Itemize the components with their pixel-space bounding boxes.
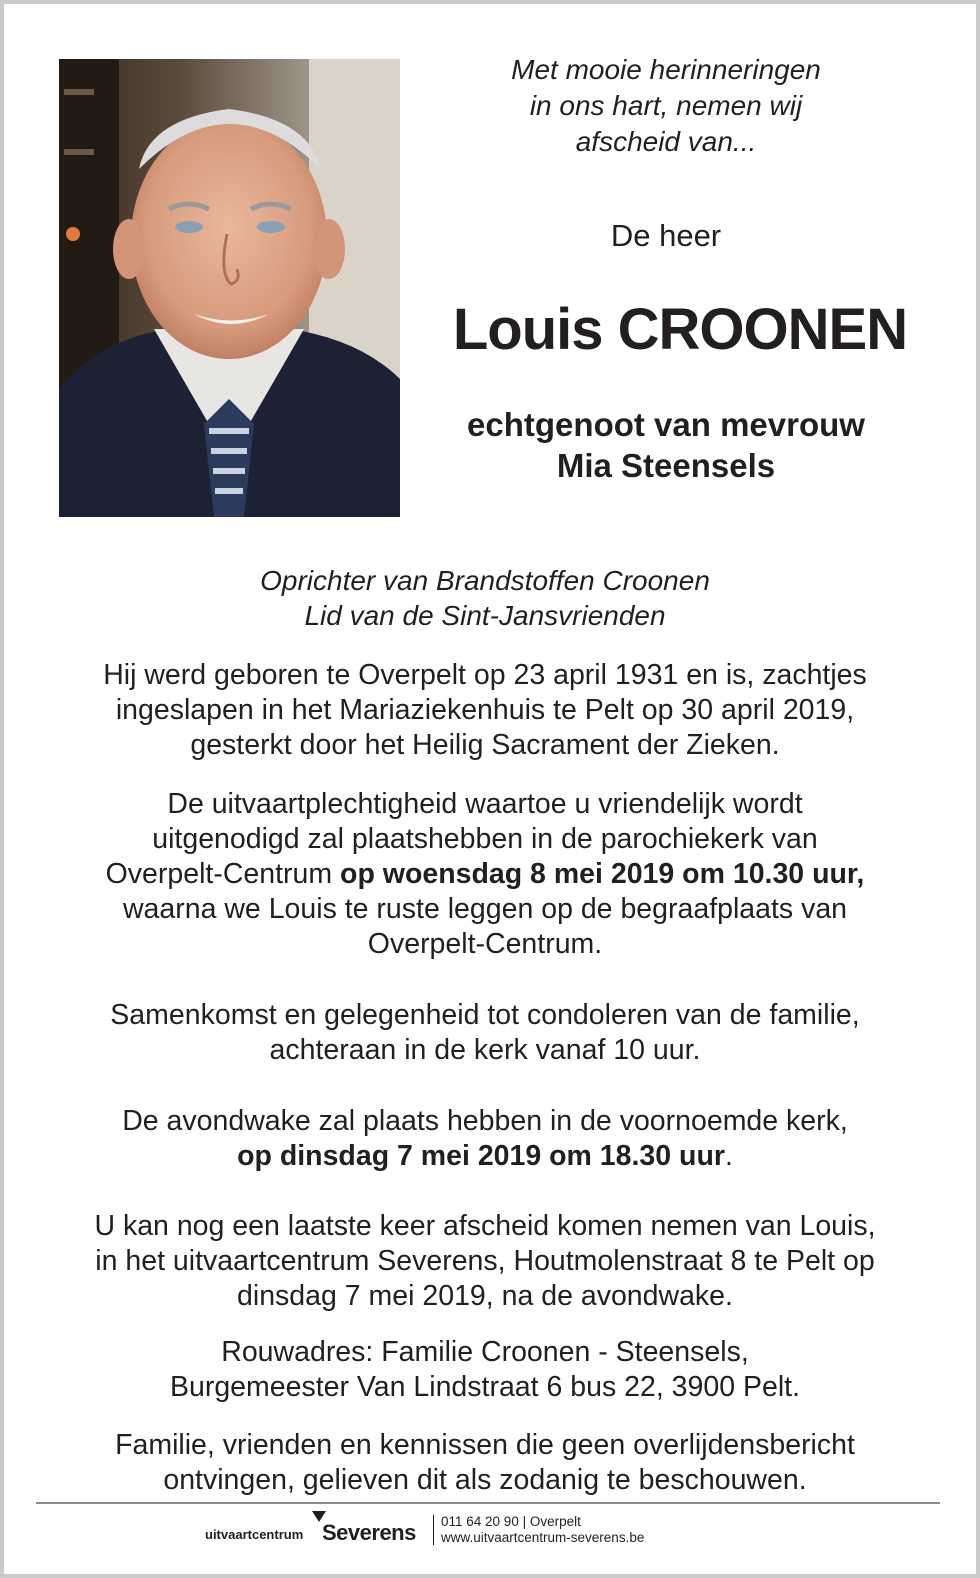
spouse-line: Mia Steensels	[556, 447, 776, 484]
notice-line: Familie, vrienden en kennissen die geen overlijdensbericht	[115, 1429, 855, 1461]
intro-line: afscheid van...	[575, 126, 757, 157]
wake-line: De avondwake zal plaats hebben in de voornoemde kerk,	[122, 1105, 848, 1137]
footer-phone: 011 64 20 90 | Overpelt	[441, 1514, 581, 1529]
funeral-line	[40, 857, 930, 892]
portrait-illustration	[59, 59, 400, 517]
intro-line: Met mooie herinneringen	[511, 54, 821, 85]
wake-paragraph	[40, 1104, 930, 1174]
role-line: Oprichter van Brandstoffen Croonen	[260, 565, 710, 596]
address-paragraph	[40, 1335, 930, 1405]
wake-line	[40, 1139, 930, 1174]
role-line: Lid van de Sint-Jansvrienden	[304, 600, 666, 631]
condolences-line: achteraan in de kerk vanaf 10 uur.	[269, 1034, 701, 1066]
intro-line: in ons hart, nemen wij	[529, 90, 803, 121]
intro-text	[450, 52, 882, 160]
address-line: Rouwadres: Familie Croonen - Steensels,	[221, 1336, 749, 1368]
funeral-datetime: op woensdag 8 mei 2019 om 10.30 uur,	[340, 858, 865, 890]
footer-contact	[441, 1514, 644, 1546]
farewell-paragraph	[40, 1209, 930, 1314]
notice-paragraph	[40, 1428, 930, 1498]
notice-line: ontvingen, gelieven dit als zodanig te beschouwen.	[163, 1464, 807, 1496]
funeral-line: De uitvaartplechtigheid waartoe u vriendelijk wordt	[167, 788, 803, 820]
funeral-paragraph	[40, 787, 930, 962]
brand-name: Severens	[322, 1520, 416, 1545]
footer-divider	[36, 1502, 940, 1504]
wake-datetime: op dinsdag 7 mei 2019 om 18.30 uur	[237, 1140, 725, 1172]
footer-separator	[433, 1515, 434, 1545]
condolences-line: Samenkomst en gelegenheid tot condoleren van de familie,	[110, 999, 860, 1031]
footer-website[interactable]: www.uitvaartcentrum-severens.be	[441, 1530, 645, 1545]
birth-line: Hij werd geboren te Overpelt op 23 april 1931 en is, zachtjes	[103, 659, 867, 691]
address-line: Burgemeester Van Lindstraat 6 bus 22, 3900 Pelt.	[169, 1371, 801, 1403]
funeral-line: Overpelt-Centrum.	[367, 928, 603, 960]
farewell-line: dinsdag 7 mei 2019, na de avondwake.	[237, 1280, 733, 1312]
birth-line: gesterkt door het Heilig Sacrament der Zieken.	[190, 729, 780, 761]
farewell-line: U kan nog een laatste keer afscheid komen nemen van Louis,	[94, 1210, 876, 1242]
spouse-text	[430, 404, 902, 486]
farewell-line: in het uitvaartcentrum Severens, Houtmolenstraat 8 te Pelt op	[95, 1245, 875, 1277]
salutation: De heer	[610, 218, 722, 253]
funeral-location: Overpelt-Centrum	[105, 858, 341, 890]
portrait-photo	[59, 59, 400, 517]
birth-line: ingeslapen in het Mariaziekenhuis te Pelt op 30 april 2019,	[115, 694, 855, 726]
funeral-line: uitgenodigd zal plaatshebben in de parochiekerk van	[152, 823, 818, 855]
birth-paragraph	[40, 658, 930, 763]
brand-small-text: uitvaartcentrum	[205, 1527, 304, 1542]
funeral-line: waarna we Louis te ruste leggen op de begraafplaats van	[122, 893, 848, 925]
wake-period: .	[724, 1140, 733, 1172]
spouse-line: echtgenoot van mevrouw	[467, 406, 865, 443]
condolences-paragraph	[40, 998, 930, 1068]
deceased-name: Louis CROONEN	[452, 297, 908, 362]
roles-text	[60, 563, 910, 633]
